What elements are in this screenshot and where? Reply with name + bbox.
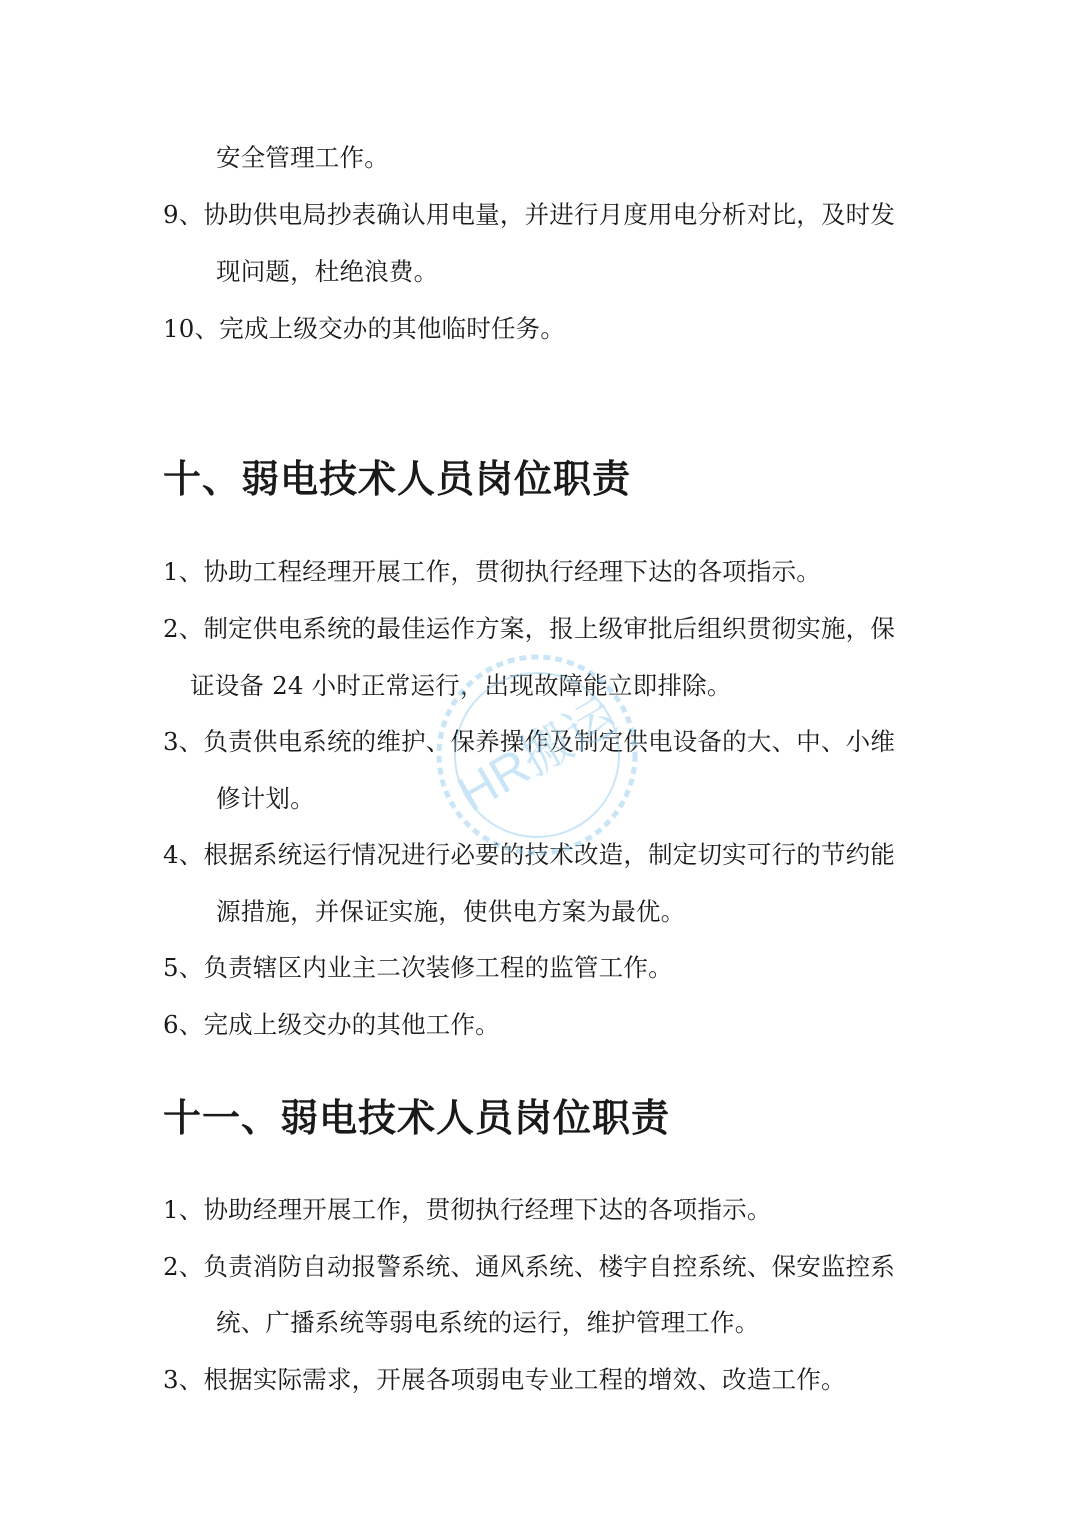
continuation-line: 安全管理工作。: [216, 143, 389, 172]
section-heading-10: 十、弱电技术人员岗位职责: [163, 456, 632, 501]
s10-item-5: 5、负责辖区内业主二次装修工程的监管工作。: [163, 953, 673, 982]
s10-item-3: 3、负责供电系统的维护、保养操作及制定供电设备的大、中、小维: [163, 727, 896, 756]
list-item-10: 10、完成上级交办的其他临时任务。: [163, 314, 566, 343]
s10-item-3-cont: 修计划。: [216, 784, 315, 813]
s10-item-4-cont: 源措施，并保证实施，使供电方案为最优。: [216, 897, 686, 926]
s10-item-2-cont: 证设备 24 小时正常运行，出现故障能立即排除。: [190, 671, 732, 700]
svg-text:HR搬运: HR搬运: [448, 687, 626, 823]
list-item-9-cont: 现问题，杜绝浪费。: [216, 257, 439, 286]
watermark-stamp-icon: [432, 650, 642, 860]
s10-item-2: 2、制定供电系统的最佳运作方案，报上级审批后组织贯彻实施，保: [163, 614, 896, 643]
s10-item-1: 1、协助工程经理开展工作，贯彻执行经理下达的各项指示。: [163, 557, 821, 586]
section-heading-11: 十一、弱电技术人员岗位职责: [163, 1095, 671, 1140]
s10-item-4: 4、根据系统运行情况进行必要的技术改造，制定切实可行的节约能: [163, 840, 896, 869]
s11-item-3: 3、根据实际需求，开展各项弱电专业工程的增效、改造工作。: [163, 1365, 846, 1394]
s10-item-6: 6、完成上级交办的其他工作。: [163, 1010, 500, 1039]
list-item-9: 9、协助供电局抄表确认用电量，并进行月度用电分析对比，及时发: [163, 200, 896, 229]
s11-item-2: 2、负责消防自动报警系统、通风系统、楼宇自控系统、保安监控系: [163, 1252, 896, 1281]
s11-item-2-cont: 统、广播系统等弱电系统的运行，维护管理工作。: [216, 1308, 760, 1337]
s11-item-1: 1、协助经理开展工作，贯彻执行经理下达的各项指示。: [163, 1195, 772, 1224]
